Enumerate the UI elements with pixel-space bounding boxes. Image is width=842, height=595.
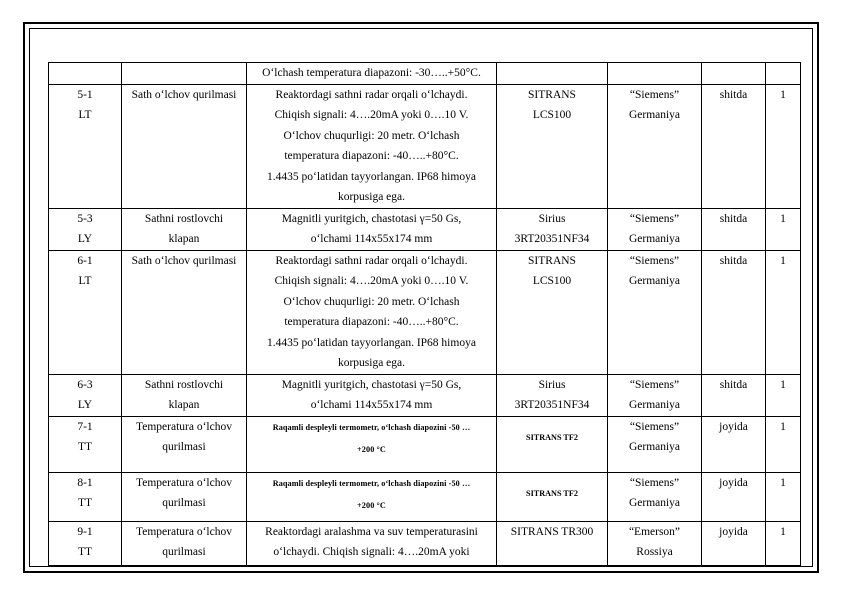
name-line: Temperatura o‘lchov <box>136 420 232 433</box>
maker-line: “Siemens” <box>629 378 680 391</box>
cell-type <box>497 472 608 521</box>
quantity-text: 1 <box>780 378 786 391</box>
desc-line: korpusiga ega. <box>337 191 406 203</box>
cell-type <box>497 521 608 565</box>
cell-position <box>49 374 122 416</box>
position-code: 6-1 <box>77 254 93 267</box>
cell-description <box>247 250 497 374</box>
cell-description <box>247 416 497 472</box>
position-code: 5-1 <box>77 88 93 101</box>
type-line: SITRANS <box>528 88 576 101</box>
name-line: klapan <box>168 233 200 245</box>
cell-quantity <box>766 416 801 472</box>
desc-line: Reaktordagi sathni radar orqali o‘lchaydi. <box>275 88 468 101</box>
type-line: Sirius <box>538 378 566 391</box>
name-line: Temperatura o‘lchov <box>136 525 232 538</box>
name-line: Sath o‘lchov qurilmasi <box>131 254 237 267</box>
desc-line: +200 °C <box>357 444 386 454</box>
table-row <box>49 374 801 416</box>
cell-position <box>49 208 122 250</box>
desc-line: O‘lchash temperatura diapazoni: -30…..+50°C. <box>262 67 481 79</box>
name-line: Sathni rostlovchi <box>144 212 224 225</box>
desc-line: Magnitli yuritgich, chastotasi γ=50 Gs, <box>281 378 462 391</box>
cell-name <box>122 208 247 250</box>
quantity-text: 1 <box>780 88 786 101</box>
desc-line: Chiqish signali: 4….20mA yoki 0….10 V. <box>274 275 469 287</box>
maker-line: Germaniya <box>628 109 681 121</box>
position-tag: TT <box>77 546 93 558</box>
position-code: 8-1 <box>77 476 93 489</box>
table-row <box>49 250 801 374</box>
desc-line: Reaktordagi aralashma va suv temperaturasini <box>265 525 478 538</box>
quantity-text: 1 <box>780 525 786 538</box>
desc-line: O‘lchov chuqurligi: 20 metr. O‘lchash <box>283 129 460 142</box>
position-code: 6-3 <box>77 378 93 391</box>
cell-manufacturer <box>608 84 702 208</box>
cell-position <box>49 84 122 208</box>
cell-unit <box>702 250 766 374</box>
cell-unit <box>702 63 766 85</box>
desc-line: Chiqish signali: 4….20mA yoki 0….10 V. <box>274 109 469 121</box>
quantity-text: 1 <box>780 212 786 225</box>
desc-line: Reaktordagi sathni radar orqali o‘lchaydi. <box>275 254 468 267</box>
type-line: 3RT20351NF34 <box>514 233 590 245</box>
desc-line: 1.4435 po‘latidan tayyorlangan. IP68 himoya <box>267 336 476 349</box>
maker-line: Germaniya <box>628 233 681 245</box>
maker-line: “Emerson” <box>628 525 681 538</box>
maker-line: “Siemens” <box>629 476 680 489</box>
maker-line: Germaniya <box>628 441 681 453</box>
equipment-spec-table <box>48 62 801 566</box>
table-row-continued <box>49 63 801 85</box>
cell-type <box>497 250 608 374</box>
desc-line: Raqamli despleyli termometr, o‘lchash diapozini -50 … <box>272 478 471 488</box>
desc-line: temperatura diapazoni: -40…..+80°C. <box>284 316 459 328</box>
name-line: qurilmasi <box>162 497 206 509</box>
cell-position <box>49 521 122 565</box>
desc-line: korpusiga ega. <box>337 357 406 369</box>
unit-text: shitda <box>719 254 748 267</box>
maker-line: Germaniya <box>628 399 681 411</box>
desc-line: o‘lchaydi. Chiqish signali: 4….20mA yoki <box>273 546 470 558</box>
cell-unit <box>702 472 766 521</box>
quantity-text: 1 <box>780 476 786 489</box>
maker-line: Rossiya <box>636 546 673 558</box>
cell-type <box>497 208 608 250</box>
position-tag: LT <box>78 275 92 287</box>
maker-line: “Siemens” <box>629 212 680 225</box>
cell-type <box>497 84 608 208</box>
name-line: Temperatura o‘lchov <box>136 476 232 489</box>
cell-unit <box>702 416 766 472</box>
maker-line: “Siemens” <box>629 420 680 433</box>
table-row <box>49 472 801 521</box>
desc-line: o‘lchami 114x55x174 mm <box>310 399 433 411</box>
table-row <box>49 416 801 472</box>
cell-manufacturer <box>608 472 702 521</box>
cell-manufacturer <box>608 521 702 565</box>
unit-text: joyida <box>719 476 748 489</box>
cell-manufacturer <box>608 63 702 85</box>
cell-type <box>497 63 608 85</box>
type-line: LCS100 <box>532 275 572 287</box>
cell-name <box>122 472 247 521</box>
maker-line: Germaniya <box>628 275 681 287</box>
cell-description <box>247 521 497 565</box>
cell-description <box>247 472 497 521</box>
unit-text: joyida <box>719 420 748 433</box>
name-line: Sathni rostlovchi <box>144 378 224 391</box>
cell-quantity <box>766 374 801 416</box>
desc-line: Raqamli despleyli termometr, o‘lchash diapozini -50 … <box>272 422 471 432</box>
cell-unit <box>702 84 766 208</box>
cell-position <box>49 63 122 85</box>
desc-line: O‘lchov chuqurligi: 20 metr. O‘lchash <box>283 295 460 308</box>
name-line: Sath o‘lchov qurilmasi <box>131 88 237 101</box>
type-line: SITRANS TF2 <box>526 432 578 442</box>
type-line: SITRANS TF2 <box>526 488 578 498</box>
name-line: qurilmasi <box>162 546 206 558</box>
cell-name <box>122 521 247 565</box>
cell-description <box>247 374 497 416</box>
cell-manufacturer <box>608 416 702 472</box>
position-code: 5-3 <box>77 212 93 225</box>
maker-line: Germaniya <box>628 497 681 509</box>
cell-manufacturer <box>608 208 702 250</box>
desc-line: +200 °C <box>357 500 386 510</box>
cell-quantity <box>766 521 801 565</box>
maker-line: “Siemens” <box>629 88 680 101</box>
table-row <box>49 208 801 250</box>
cell-name <box>122 416 247 472</box>
position-tag: TT <box>77 497 93 509</box>
table-row <box>49 521 801 565</box>
desc-line: 1.4435 po‘latidan tayyorlangan. IP68 himoya <box>267 170 476 183</box>
unit-text: shitda <box>719 88 748 101</box>
cell-unit <box>702 208 766 250</box>
cell-position <box>49 250 122 374</box>
cell-unit <box>702 374 766 416</box>
cell-description <box>247 208 497 250</box>
desc-line: temperatura diapazoni: -40…..+80°C. <box>284 150 459 162</box>
cell-name <box>122 374 247 416</box>
desc-line: Magnitli yuritgich, chastotasi γ=50 Gs, <box>281 212 462 225</box>
cell-quantity <box>766 84 801 208</box>
cell-quantity <box>766 208 801 250</box>
quantity-text: 1 <box>780 254 786 267</box>
cell-position <box>49 472 122 521</box>
type-line: Sirius <box>538 212 566 225</box>
cell-quantity <box>766 250 801 374</box>
cell-manufacturer <box>608 374 702 416</box>
position-code: 7-1 <box>77 420 93 433</box>
type-line: SITRANS <box>528 254 576 267</box>
position-tag: LY <box>77 233 93 245</box>
type-line: SITRANS TR300 <box>510 525 594 538</box>
position-tag: LT <box>78 109 92 121</box>
cell-type <box>497 374 608 416</box>
name-line: klapan <box>168 399 200 411</box>
cell-type <box>497 416 608 472</box>
unit-text: shitda <box>719 378 748 391</box>
position-tag: TT <box>77 441 93 453</box>
cell-quantity <box>766 472 801 521</box>
cell-unit <box>702 521 766 565</box>
cell-name <box>122 84 247 208</box>
cell-name <box>122 63 247 85</box>
cell-description <box>247 63 497 85</box>
type-line: LCS100 <box>532 109 572 121</box>
position-tag: LY <box>77 399 93 411</box>
table-row <box>49 84 801 208</box>
maker-line: “Siemens” <box>629 254 680 267</box>
cell-description <box>247 84 497 208</box>
quantity-text: 1 <box>780 420 786 433</box>
cell-name <box>122 250 247 374</box>
unit-text: shitda <box>719 212 748 225</box>
cell-manufacturer <box>608 250 702 374</box>
cell-position <box>49 416 122 472</box>
type-line: 3RT20351NF34 <box>514 399 590 411</box>
name-line: qurilmasi <box>162 441 206 453</box>
unit-text: joyida <box>719 525 748 538</box>
desc-line: o‘lchami 114x55x174 mm <box>310 233 433 245</box>
cell-quantity <box>766 63 801 85</box>
position-code: 9-1 <box>77 525 93 538</box>
